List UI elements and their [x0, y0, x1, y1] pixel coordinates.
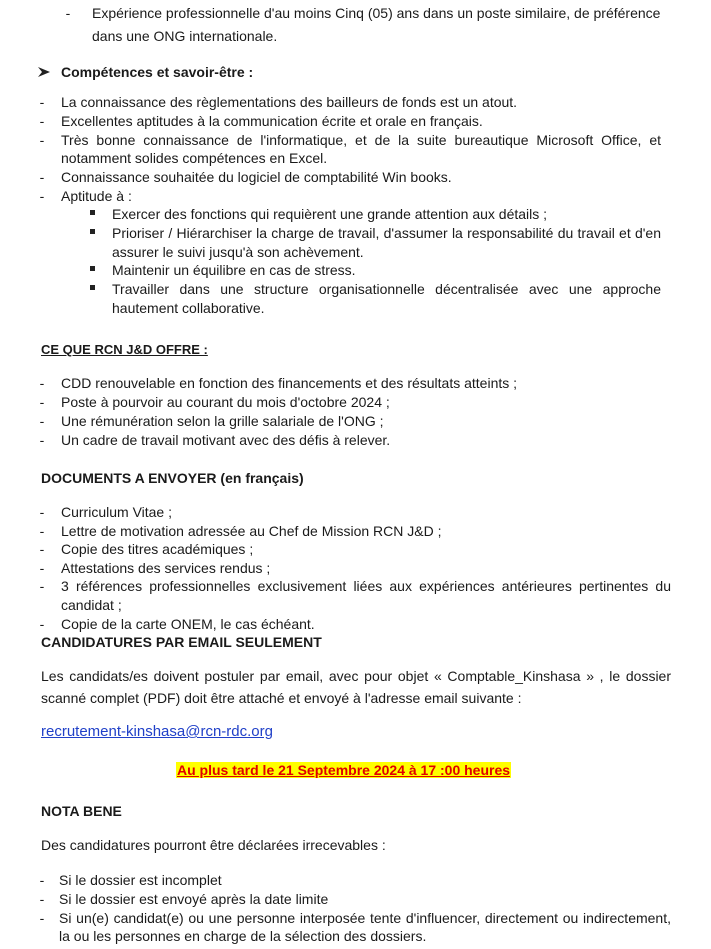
- list-dash: -: [39, 910, 45, 926]
- competences-heading: Compétences et savoir-être :: [61, 64, 254, 80]
- offre-item: CDD renouvelable en fonction des financements et des résultats atteints ;: [61, 375, 518, 391]
- competence-item: Connaissance souhaitée du logiciel de comptabilité Win books.: [61, 169, 452, 185]
- nota-item-cont: la ou les personnes en charge de la sélection des dossiers.: [59, 928, 427, 944]
- deadline-notice: [176, 761, 511, 779]
- list-dash: -: [39, 413, 45, 429]
- nota-bene-intro: Des candidatures pourront être déclarées irrecevables :: [41, 837, 386, 853]
- list-dash: -: [39, 113, 45, 129]
- list-dash: -: [39, 616, 45, 632]
- aptitude-item: Travailler dans une structure organisationnelle décentralisée avec une approche: [112, 281, 661, 297]
- list-dash: -: [39, 872, 45, 888]
- competence-item: Excellentes aptitudes à la communication écrite et orale en français.: [61, 113, 483, 129]
- list-dash: -: [39, 132, 45, 148]
- list-dash: -: [39, 94, 45, 110]
- list-dash: -: [39, 578, 45, 594]
- document-item-cont: candidat ;: [61, 597, 122, 613]
- list-dash: -: [39, 169, 45, 185]
- document-item: 3 références professionnelles exclusivement liées aux expériences antérieures pertinentes du: [61, 578, 671, 594]
- list-dash: -: [39, 541, 45, 557]
- offre-item: Un cadre de travail motivant avec des défis à relever.: [61, 432, 391, 448]
- candidatures-heading: CANDIDATURES PAR EMAIL SEULEMENT: [41, 634, 322, 650]
- list-dash: -: [39, 394, 45, 410]
- competence-item: Aptitude à :: [61, 188, 132, 204]
- document-item: Attestations des services rendus ;: [61, 560, 271, 576]
- application-email-link[interactable]: recrutement-kinshasa@rcn-rdc.org: [41, 723, 273, 740]
- offre-item: Poste à pourvoir au courant du mois d'octobre 2024 ;: [61, 394, 390, 410]
- document-item: Copie de la carte ONEM, le cas échéant.: [61, 616, 315, 632]
- documents-heading: DOCUMENTS A ENVOYER (en français): [41, 470, 304, 486]
- aptitude-item: Exercer des fonctions qui requièrent une grande attention aux détails ;: [112, 206, 548, 222]
- document-item: Lettre de motivation adressée au Chef de Mission RCN J&D ;: [61, 523, 442, 539]
- competence-item-cont: notamment solides compétences en Excel.: [61, 150, 328, 166]
- list-dash: -: [65, 5, 71, 21]
- square-bullet-icon: [90, 229, 95, 234]
- list-dash: -: [39, 891, 45, 907]
- list-dash: -: [39, 504, 45, 520]
- square-bullet-icon: [90, 210, 95, 215]
- experience-line-2: dans une ONG internationale.: [92, 28, 278, 44]
- competence-item: La connaissance des règlementations des bailleurs de fonds est un atout.: [61, 94, 518, 110]
- arrow-bullet-icon: [38, 67, 50, 77]
- aptitude-item-cont: assurer le suivi jusqu'à son achèvement.: [112, 244, 364, 260]
- candidatures-paragraph-line-1: Les candidats/es doivent postuler par email, avec pour objet « Comptable_Kinshasa » , le dossier: [41, 668, 671, 684]
- nota-item: Si le dossier est incomplet: [59, 872, 222, 888]
- offre-heading: CE QUE RCN J&D OFFRE :: [41, 342, 208, 357]
- nota-item: Si un(e) candidat(e) ou une personne interposée tente d'influencer, directement ou indirectement,: [59, 910, 671, 926]
- experience-line-1: Expérience professionnelle d'au moins Cinq (05) ans dans un poste similaire, de préférence: [92, 5, 661, 21]
- competence-item: Très bonne connaissance de l'informatique, et de la suite bureautique Microsoft Office, et: [61, 132, 661, 148]
- deadline-text: Au plus tard le 21 Septembre 2024 à 17 :00 heures: [177, 762, 511, 778]
- candidatures-paragraph-line-2: scanné complet (PDF) doit être attaché et envoyé à l'adresse email suivante :: [41, 690, 522, 706]
- aptitude-item-cont: hautement collaborative.: [112, 300, 265, 316]
- offre-item: Une rémunération selon la grille salariale de l'ONG ;: [61, 413, 384, 429]
- list-dash: -: [39, 432, 45, 448]
- nota-bene-heading: NOTA BENE: [41, 803, 122, 819]
- square-bullet-icon: [90, 285, 95, 290]
- list-dash: -: [39, 188, 45, 204]
- document-item: Curriculum Vitae ;: [61, 504, 173, 520]
- aptitude-item: Maintenir un équilibre en cas de stress.: [112, 262, 356, 278]
- aptitude-item: Prioriser / Hiérarchiser la charge de travail, d'assumer la responsabilité du travail et d'en: [112, 225, 661, 241]
- list-dash: -: [39, 560, 45, 576]
- nota-item: Si le dossier est envoyé après la date limite: [59, 891, 329, 907]
- list-dash: -: [39, 523, 45, 539]
- document-item: Copie des titres académiques ;: [61, 541, 254, 557]
- list-dash: -: [39, 375, 45, 391]
- square-bullet-icon: [90, 266, 95, 271]
